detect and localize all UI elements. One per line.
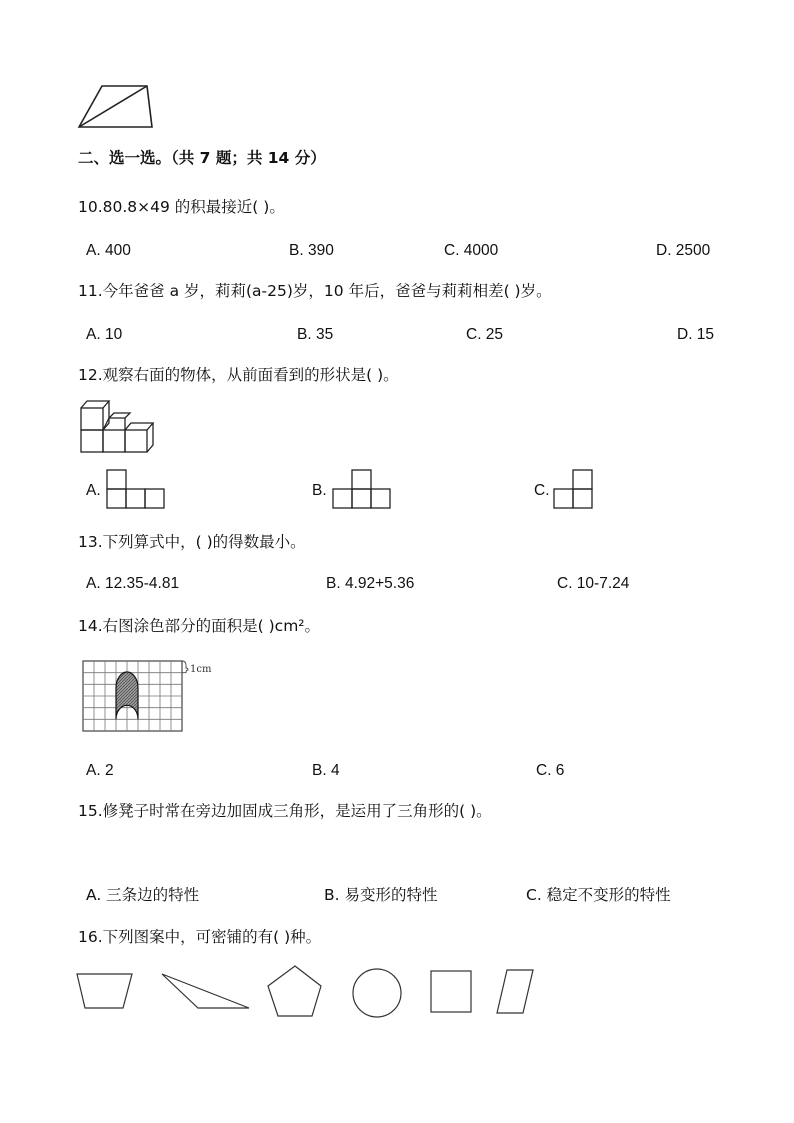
question-13 bbox=[78, 535, 306, 551]
q14-option-a[interactable]: A. 2 bbox=[86, 762, 114, 779]
question-stem: 修凳子时常在旁边加固成三角形，是运用了三角形的( )。 bbox=[102, 802, 492, 820]
section-heading: 二、选一选。（共 7 题；共 14 分） bbox=[78, 149, 326, 167]
circle-shape bbox=[353, 969, 401, 1017]
triangle-shape bbox=[162, 974, 249, 1008]
q15-option-b[interactable]: B. 易变形的特性 bbox=[324, 886, 438, 904]
question-15 bbox=[78, 804, 492, 820]
parallelogram-diagonal-figure bbox=[76, 84, 156, 132]
q12-option-c[interactable]: C. bbox=[534, 482, 550, 499]
q12-option-c-view bbox=[553, 469, 595, 509]
question-number: 12. bbox=[78, 366, 103, 384]
q12-option-a[interactable]: A. bbox=[86, 482, 101, 499]
q12-option-b[interactable]: B. bbox=[312, 482, 327, 499]
question-10 bbox=[78, 200, 285, 216]
question-14 bbox=[78, 619, 320, 635]
grid-scale-label: 1cm bbox=[190, 664, 212, 675]
cube-stack-figure bbox=[78, 398, 156, 456]
q15-option-a[interactable]: A. 三条边的特性 bbox=[86, 886, 200, 904]
q13-option-a[interactable]: A. 12.35-4.81 bbox=[86, 575, 180, 592]
q10-option-b[interactable]: B. 390 bbox=[289, 242, 334, 259]
q11-option-d[interactable]: D. 15 bbox=[677, 326, 715, 343]
square-shape bbox=[431, 971, 471, 1012]
question-stem: 右图涂色部分的面积是( )cm²。 bbox=[102, 617, 321, 635]
question-number: 16. bbox=[78, 928, 103, 946]
tessellation-shapes bbox=[70, 962, 540, 1022]
question-stem: 80.8×49 的积最接近( )。 bbox=[102, 198, 285, 216]
question-number: 11. bbox=[78, 282, 103, 300]
q13-option-c[interactable]: C. 10-7.24 bbox=[557, 575, 630, 592]
q11-option-c[interactable]: C. 25 bbox=[466, 326, 504, 343]
q14-option-b[interactable]: B. 4 bbox=[312, 762, 340, 779]
question-number: 13. bbox=[78, 533, 103, 551]
q11-option-b[interactable]: B. 35 bbox=[297, 326, 334, 343]
question-stem: 下列图案中，可密铺的有( )种。 bbox=[102, 928, 322, 946]
q15-option-c[interactable]: C. 稳定不变形的特性 bbox=[526, 886, 671, 904]
q13-option-b[interactable]: B. 4.92+5.36 bbox=[326, 575, 415, 592]
q10-option-a[interactable]: A. 400 bbox=[86, 242, 131, 259]
q11-option-a[interactable]: A. 10 bbox=[86, 326, 123, 343]
q12-option-b-view bbox=[332, 469, 392, 509]
q14-option-c[interactable]: C. 6 bbox=[536, 762, 565, 779]
question-11 bbox=[78, 284, 552, 300]
q12-option-a-view bbox=[106, 469, 166, 509]
trapezoid-shape bbox=[77, 974, 132, 1008]
question-stem: 观察右面的物体，从前面看到的形状是( )。 bbox=[102, 366, 399, 384]
question-stem: 今年爸爸 a 岁，莉莉(a-25)岁，10 年后，爸爸与莉莉相差( )岁。 bbox=[102, 282, 552, 300]
q10-option-c[interactable]: C. 4000 bbox=[444, 242, 499, 259]
question-number: 15. bbox=[78, 802, 103, 820]
question-stem: 下列算式中，( )的得数最小。 bbox=[102, 533, 306, 551]
question-number: 10. bbox=[78, 198, 103, 216]
q10-option-d[interactable]: D. 2500 bbox=[656, 242, 711, 259]
parallelogram-shape bbox=[497, 970, 533, 1013]
pentagon-shape bbox=[268, 966, 321, 1016]
question-12 bbox=[78, 368, 399, 384]
question-16 bbox=[78, 930, 321, 946]
question-number: 14. bbox=[78, 617, 103, 635]
